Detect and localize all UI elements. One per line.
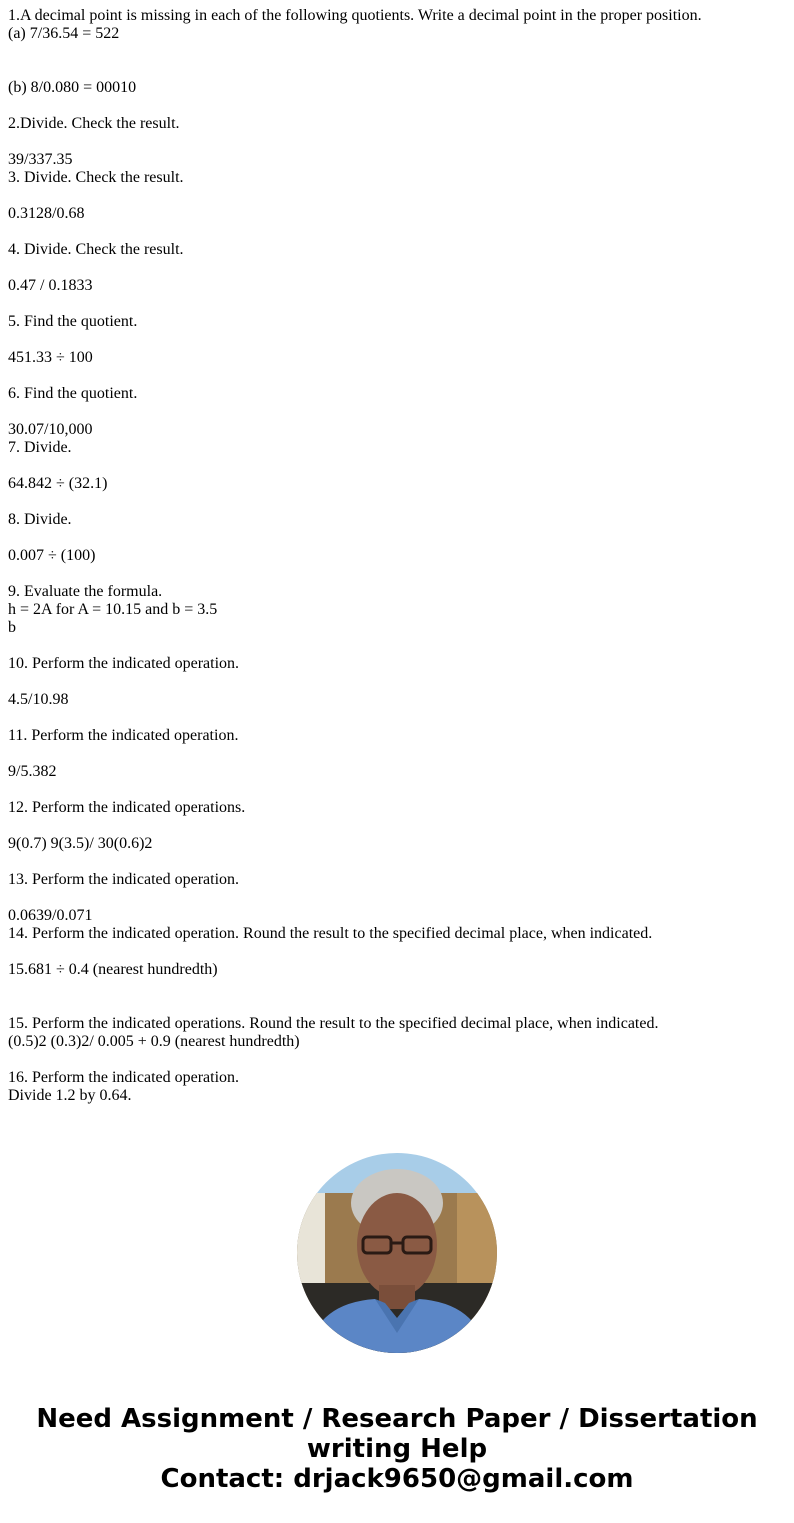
question-line: 14. Perform the indicated operation. Round the result to the specified decimal place, when indicated.	[8, 925, 653, 942]
question-line	[8, 673, 786, 691]
question-line: 4.5/10.98	[8, 691, 69, 708]
question-line	[8, 709, 786, 727]
question-line: 4. Divide. Check the result.	[8, 241, 184, 258]
question-line: (b) 8/0.080 = 00010	[8, 79, 137, 96]
question-line	[8, 997, 786, 1015]
question-line: 7. Divide.	[8, 439, 72, 456]
question-line: 15.681 ÷ 0.4 (nearest hundredth)	[8, 961, 218, 978]
question-line	[8, 943, 786, 961]
question-line	[8, 979, 786, 997]
question-line: 64.842 ÷ (32.1)	[8, 475, 108, 492]
question-line: b	[8, 619, 16, 636]
question-line: 16. Perform the indicated operation.	[8, 1069, 240, 1086]
question-line: Divide 1.2 by 0.64.	[8, 1087, 132, 1104]
question-line	[8, 187, 786, 205]
question-line: 8. Divide.	[8, 511, 72, 528]
question-line: 6. Find the quotient.	[8, 385, 138, 402]
question-line	[8, 565, 786, 583]
question-line	[8, 745, 786, 763]
question-line: h = 2A for A = 10.15 and b = 3.5	[8, 601, 218, 618]
question-line	[8, 457, 786, 475]
question-line: 12. Perform the indicated operations.	[8, 799, 246, 816]
question-line	[8, 259, 786, 277]
question-line: (a) 7/36.54 = 522	[8, 25, 120, 42]
footer-contact: Contact: drjack9650@gmail.com	[160, 1464, 634, 1494]
question-line: 5. Find the quotient.	[8, 313, 138, 330]
question-line	[8, 493, 786, 511]
question-line	[8, 889, 786, 907]
question-line: 3. Divide. Check the result.	[8, 169, 184, 186]
question-line: 15. Perform the indicated operations. Round the result to the specified decimal place, when indicated.	[8, 1015, 659, 1032]
footer-line-1: Need Assignment / Research Paper / Dissertation	[36, 1404, 758, 1434]
question-line	[8, 133, 786, 151]
question-line	[8, 781, 786, 799]
question-line: 9/5.382	[8, 763, 57, 780]
question-line: 9(0.7) 9(3.5)/ 30(0.6)2	[8, 835, 153, 852]
question-line	[8, 331, 786, 349]
question-line	[8, 61, 786, 79]
question-line: 11. Perform the indicated operation.	[8, 727, 239, 744]
question-line: 39/337.35	[8, 151, 73, 168]
question-line	[8, 403, 786, 421]
question-line: 451.33 ÷ 100	[8, 349, 93, 366]
questions-text	[8, 7, 786, 1105]
person-icon	[297, 1153, 497, 1353]
question-line: (0.5)2 (0.3)2/ 0.005 + 0.9 (nearest hundredth)	[8, 1033, 300, 1050]
question-line	[8, 529, 786, 547]
author-avatar	[297, 1153, 497, 1353]
question-line: 1.A decimal point is missing in each of the following quotients. Write a decimal point in the proper position.	[8, 7, 702, 24]
question-line: 2.Divide. Check the result.	[8, 115, 180, 132]
contact-footer	[0, 1404, 794, 1494]
question-line	[8, 97, 786, 115]
question-line: 0.47 / 0.1833	[8, 277, 93, 294]
question-line	[8, 223, 786, 241]
question-line: 13. Perform the indicated operation.	[8, 871, 240, 888]
question-line	[8, 817, 786, 835]
question-line	[8, 1051, 786, 1069]
question-line: 9. Evaluate the formula.	[8, 583, 163, 600]
question-line: 0.007 ÷ (100)	[8, 547, 96, 564]
question-line: 0.0639/0.071	[8, 907, 93, 924]
question-line	[8, 367, 786, 385]
question-line: 10. Perform the indicated operation.	[8, 655, 240, 672]
footer-line-2: writing Help	[306, 1434, 488, 1464]
question-line: 0.3128/0.68	[8, 205, 85, 222]
question-line	[8, 43, 786, 61]
question-line	[8, 637, 786, 655]
question-line	[8, 853, 786, 871]
question-line	[8, 295, 786, 313]
question-line: 30.07/10,000	[8, 421, 93, 438]
